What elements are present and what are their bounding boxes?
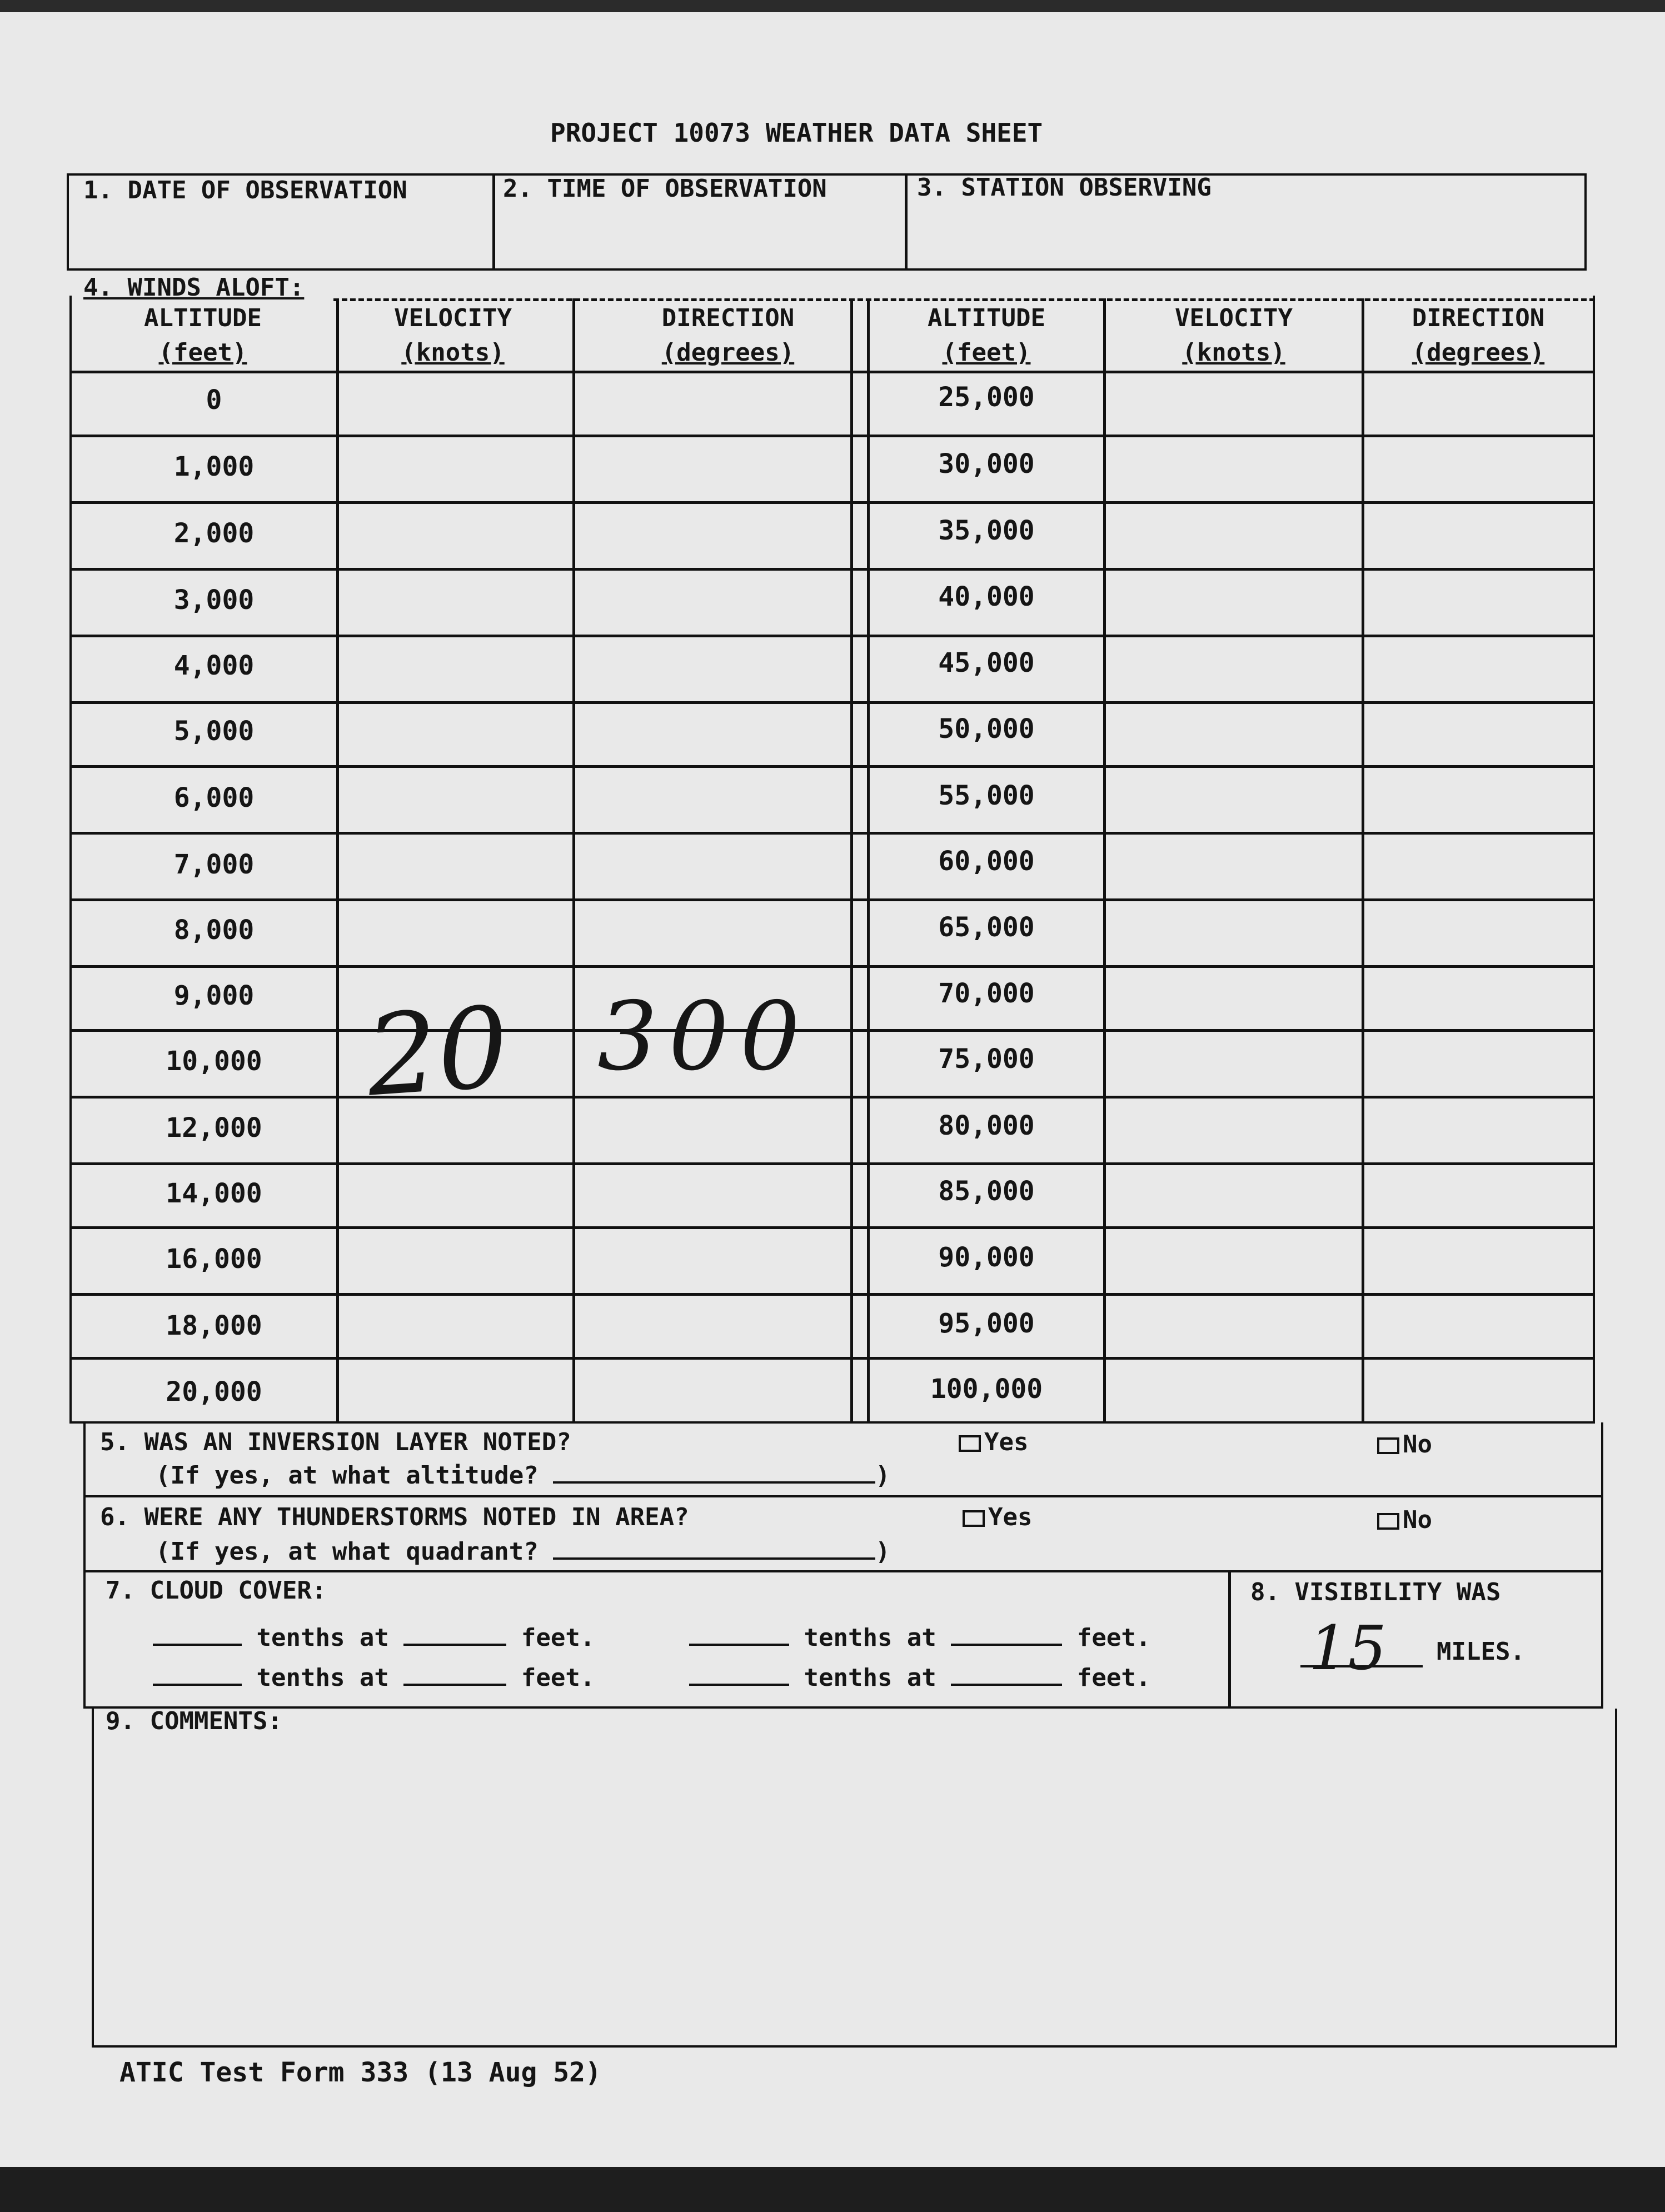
thunderstorm-followup: (If yes, at what quadrant? ) — [156, 1537, 890, 1566]
inversion-yes-option[interactable] — [959, 1428, 1028, 1456]
col-header-velocity-right: VELOCITY (knots) — [1175, 304, 1293, 367]
form-footer: ATIC Test Form 333 (13 Aug 52) — [119, 2057, 601, 2088]
date-of-observation-label: 1. DATE OF OBSERVATION — [83, 176, 407, 204]
thunderstorm-yes-label: Yes — [988, 1503, 1033, 1531]
altitude-left-value: 0 — [206, 385, 222, 416]
altitude-left-value: 20,000 — [166, 1376, 262, 1407]
row-rule — [69, 1357, 1595, 1360]
altitude-right-value: 65,000 — [938, 912, 1035, 943]
visibility-unit: MILES. — [1437, 1637, 1525, 1666]
altitude-right-value: 70,000 — [938, 978, 1035, 1009]
station-observing-field[interactable] — [911, 212, 1581, 265]
col-divider — [336, 298, 339, 1424]
altitude-right-value: 45,000 — [938, 647, 1035, 678]
row-rule — [69, 1293, 1595, 1296]
altitude-right-value: 100,000 — [930, 1374, 1043, 1405]
altitude-left-value: 9,000 — [173, 980, 255, 1011]
altitude-left-value: 4,000 — [173, 650, 255, 681]
handwritten-visibility[interactable]: 15 — [1309, 1612, 1387, 1684]
station-observing-label: 3. STATION OBSERVING — [917, 173, 1212, 202]
col-header-velocity-left: VELOCITY (knots) — [394, 304, 512, 367]
cloud-cover-entry[interactable]: tenths at feet. — [153, 1664, 595, 1692]
altitude-left-value: 18,000 — [166, 1310, 262, 1341]
row-rule — [69, 501, 1595, 504]
altitude-right-value: 95,000 — [938, 1308, 1035, 1339]
row-rule — [69, 1029, 1595, 1032]
inversion-no-option[interactable] — [1377, 1430, 1432, 1459]
row-rule — [69, 1096, 1595, 1098]
form-title: PROJECT 10073 WEATHER DATA SHEET — [550, 118, 1043, 148]
inversion-no-label: No — [1403, 1430, 1432, 1459]
altitude-left-value: 10,000 — [166, 1046, 262, 1077]
altitude-left-value: 5,000 — [173, 716, 255, 747]
altitude-left-value: 7,000 — [173, 849, 255, 880]
altitude-right-value: 25,000 — [938, 382, 1035, 413]
row-rule — [69, 701, 1595, 704]
altitude-left-value: 2,000 — [173, 518, 255, 549]
altitude-right-value: 85,000 — [938, 1176, 1035, 1207]
header-divider — [905, 173, 908, 271]
row-rule — [69, 1226, 1595, 1229]
handwritten-direction-10000[interactable]: 300 — [597, 982, 811, 1092]
col-divider — [1362, 298, 1364, 1424]
cloud-visibility-divider — [1228, 1572, 1231, 1709]
altitude-left-value: 16,000 — [166, 1244, 262, 1275]
row-rule — [69, 765, 1595, 768]
inversion-no-checkbox[interactable] — [1377, 1437, 1399, 1454]
inversion-yes-checkbox[interactable] — [959, 1435, 981, 1452]
thunderstorm-no-option[interactable] — [1377, 1506, 1432, 1534]
winds-aloft-label: 4. WINDS ALOFT: — [83, 273, 305, 302]
altitude-right-value: 75,000 — [938, 1043, 1035, 1075]
visibility-label: 8. VISIBILITY WAS — [1250, 1578, 1501, 1606]
table-header-rule — [69, 371, 1595, 373]
altitude-left-value: 6,000 — [173, 782, 255, 813]
altitude-left-value: 1,000 — [173, 451, 255, 482]
altitude-right-value: 60,000 — [938, 846, 1035, 877]
cloud-cover-entry[interactable]: tenths at feet. — [153, 1624, 595, 1652]
time-of-observation-label: 2. TIME OF OBSERVATION — [503, 174, 827, 203]
row-rule — [69, 1162, 1595, 1165]
altitude-right-value: 35,000 — [938, 515, 1035, 546]
thunderstorm-yes-option[interactable] — [963, 1503, 1032, 1531]
cloud-cover-entry[interactable]: tenths at feet. — [689, 1624, 1150, 1652]
thunderstorm-yes-checkbox[interactable] — [963, 1510, 985, 1527]
row-rule — [69, 898, 1595, 901]
col-divider — [1103, 298, 1106, 1424]
date-of-observation-field[interactable] — [72, 212, 489, 265]
altitude-right-value: 40,000 — [938, 581, 1035, 612]
handwritten-velocity-10000[interactable]: 20 — [362, 982, 513, 1122]
header-divider — [492, 173, 495, 271]
altitude-right-value: 55,000 — [938, 780, 1035, 811]
row-rule — [69, 832, 1595, 835]
cloud-cover-label: 7. CLOUD COVER: — [106, 1576, 327, 1605]
altitude-left-value: 14,000 — [166, 1178, 262, 1209]
altitude-right-value: 50,000 — [938, 713, 1035, 745]
row-rule — [69, 635, 1595, 637]
comments-label: 9. COMMENTS: — [106, 1707, 282, 1735]
inversion-followup: (If yes, at what altitude? ) — [156, 1461, 890, 1490]
cloud-cover-entry[interactable]: tenths at feet. — [689, 1664, 1150, 1692]
col-divider — [850, 298, 853, 1424]
comments-field[interactable] — [100, 1746, 1609, 2040]
row-rule — [69, 568, 1595, 571]
inversion-yes-label: Yes — [984, 1428, 1029, 1456]
col-header-altitude-right: ALTITUDE (feet) — [928, 304, 1045, 367]
altitude-left-value: 12,000 — [166, 1112, 262, 1144]
col-header-direction-right: DIRECTION (degrees) — [1412, 304, 1545, 367]
time-of-observation-field[interactable] — [497, 212, 900, 265]
thunderstorm-question: 6. WERE ANY THUNDERSTORMS NOTED IN AREA? — [100, 1503, 689, 1531]
scan-edge — [0, 2167, 1665, 2212]
row-rule — [69, 435, 1595, 437]
altitude-right-value: 90,000 — [938, 1242, 1035, 1273]
thunderstorm-no-label: No — [1403, 1506, 1432, 1534]
altitude-right-value: 30,000 — [938, 448, 1035, 480]
row-rule — [69, 965, 1595, 968]
col-divider — [867, 298, 870, 1424]
col-divider — [572, 298, 575, 1424]
thunderstorm-no-checkbox[interactable] — [1377, 1513, 1399, 1530]
altitude-right-value: 80,000 — [938, 1110, 1035, 1141]
altitude-left-value: 3,000 — [173, 585, 255, 616]
altitude-left-value: 8,000 — [173, 915, 255, 946]
inversion-question: 5. WAS AN INVERSION LAYER NOTED? — [100, 1428, 571, 1456]
form-page — [0, 12, 1665, 2174]
col-header-altitude-left: ALTITUDE (feet) — [144, 304, 262, 367]
col-header-direction-left: DIRECTION (degrees) — [661, 304, 795, 367]
